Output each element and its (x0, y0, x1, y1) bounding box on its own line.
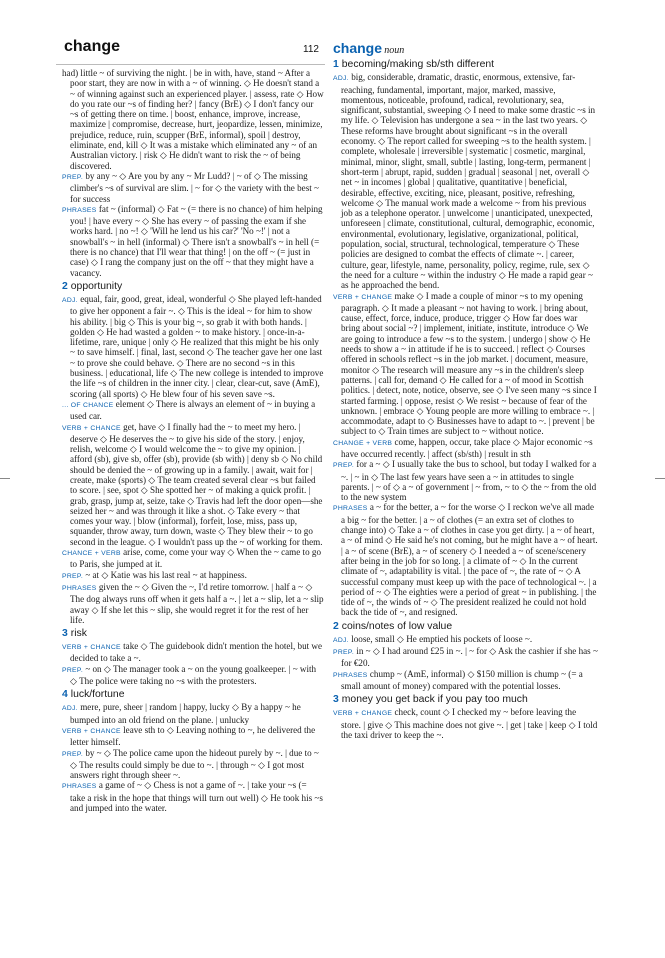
entry-text: a game of ~ ◇ Chess is not a game of ~. | take your ~s (= take a risk in the hope that things will turn out well) ◇ He took his ~s and jumped into the water. (70, 780, 323, 813)
collocation-label: PREP. (62, 572, 84, 580)
collocation-block (62, 171, 324, 204)
sense-number: 3 (62, 628, 68, 640)
entry-text: by ~ ◇ The police came upon the hideout purely by ~. | due to ~ ◇ The results could simply be due to ~. | through ~ ◇ I got most answers right through sheer ~. (70, 747, 319, 781)
collocation-block (62, 748, 324, 781)
collocation-block (62, 725, 324, 748)
entry-text: by any ~ ◇ Are you by any ~ Mr Ludd? | ~ of ◇ The missing climber's ~s of survival are slim. | ~ for ◇ the variety with the best ~ for success (70, 170, 319, 204)
page-number: 112 (303, 44, 319, 55)
sense-heading (62, 627, 324, 640)
sense-heading (333, 693, 598, 706)
collocation-block (62, 399, 324, 422)
entry-text: element ◇ There is always an element of ~ in buying a used car. (70, 398, 316, 422)
collocation-block (333, 634, 598, 646)
right-column-body (333, 58, 598, 740)
entry-text: had) little ~ of surviving the night. | be in with, have, stand ~ After a poor start, they are now in with a ~ of winning. ◇ He doesn't stand a ~ of winning against such an experienced player. | assess, rate ◇ How do you rate our ~s of finding her? | fancy (BrE) ◇ I don't fancy our ~s of getting there on time. | boost, enhance, improve, increase, maximize | compromise, decrease, hurt, jeopardize, lessen, minimize, prejudice, reduce, ruin, scupper (BrE, informal), spoil | destroy, eliminate, end, kill ◇ It was a mistake which eliminated any ~ of an Australian victory. | risk ◇ He didn't want to risk the ~ of being discovered. (62, 68, 324, 171)
collocation-label: VERB + CHANCE (62, 727, 121, 735)
entry-text: come, happen, occur, take place ◇ Major economic ~s have occurred recently. | affect (sb/sth) | result in sth (341, 436, 593, 459)
sense-number: 2 (333, 620, 339, 632)
collocation-label: VERB + CHANCE (62, 424, 121, 432)
collocation-block (62, 582, 324, 625)
collocation-label: VERB + CHANGE (333, 710, 393, 718)
entry-text: loose, small ◇ He emptied his pockets of loose ~. (351, 633, 533, 644)
crop-mark-left (0, 478, 10, 479)
entry-text: in ~ ◇ I had around £25 in ~. | ~ for ◇ Ask the cashier if she has ~ for €20. (341, 646, 598, 669)
entry-text: leave sth to ◇ Leaving nothing to ~, he delivered the letter himself. (70, 724, 316, 748)
collocation-block (333, 502, 598, 617)
collocation-block (62, 702, 324, 725)
entry-text: chump ~ (AmE, informal) ◇ $150 million is chump ~ (= a small amount of money) compared with the potential losses. (341, 668, 583, 691)
collocation-block (333, 459, 598, 502)
sense-number: 1 (333, 59, 339, 71)
entry-text: make ◇ I made a couple of minor ~s to my opening paragraph. ◇ It made a pleasant ~ not having to work. | bring about, cause, effect, force, induce, produce, trigger ◇ How far does war bring about social ~? | implement, initiate, institute, introduce ◇ We are going to introduce a few ~s to the system. | undergo | show ◇ He needs to show a ~ in attitude if he is to succeed. | reflect ◇ Courses offered in schools reflect ~s in the job market. | document, measure, monitor ◇ The research will measure any ~s in the children's sleep patterns. | call for, demand ◇ He called for a ~ of mood in Scottish politics. | detect, note, notice, observe, see ◇ I've seen many ~s since I started farming. | oppose, resist ◇ We resist ~ because of fear of the unknown. | embrace ◇ Young people are more willing to embrace ~. | accommodate, adapt to ◇ Businesses have to adapt to ~. | prevent | be subject to ◇ Train times are subject to ~ without notice. (341, 290, 597, 437)
left-column (62, 68, 324, 813)
running-headword: change (64, 38, 121, 55)
collocation-block (62, 422, 324, 548)
entry-text: get, have ◇ I finally had the ~ to meet my hero. | deserve ◇ He deserves the ~ to give his side of the story. | enjoy, relish, welcome ◇ I would welcome the ~ to give my opinion. | afford (sb), give sb, offer (sb), provide (sb with) | deny sb ◇ No child should be denied the ~ of growing up in a family. | await, wait for | create, make (sports) ◇ The team created several clear ~s but failed to score. | see, spot ◇ She spotted her ~ of making a quick profit. | grab, grasp, jump at, seize, take ◇ Travis had left the door open—she seized her ~ and was through it like a shot. ◇ Take every ~ that comes your way. | blow (informal), forfeit, lose, miss, pass up, squander, throw away, turn down, waste ◇ They blew their ~ to go second in the league. ◇ I wouldn't pass up the ~ of working for them. (70, 421, 323, 547)
entry-text: for a ~ ◇ I usually take the bus to school, but today I walked for a ~. | ~ in ◇ The last few years have seen a ~ in attitudes to single parents. | ~ of ◇ a ~ of government | ~ from, ~ to ◇ the ~ from the old to the new system (341, 459, 597, 503)
entry-text: take ◇ The guidebook didn't mention the hotel, but we decided to take a ~. (70, 641, 323, 664)
collocation-label: PREP. (333, 462, 355, 470)
running-head (56, 32, 325, 65)
entry-text: fat ~ (informal) ◇ Fat ~ (= there is no chance) of him helping you! | have every ~ ◇ She has every ~ of passing the exam if she works hard. | no ~! ◇ 'Will he lend us his car?' 'No ~!' | not a snowball's ~ in hell (informal) ◇ There isn't a snowball's ~ in hell (= there is no chance) that I'll wear that thing! | on the off ~ (= just in case) ◇ I rang the company just on the off ~ that they might have a vacancy. (70, 203, 323, 278)
entry-title: change (333, 40, 383, 56)
collocation-block (333, 669, 598, 692)
collocation-label: ... OF CHANCE (62, 401, 114, 409)
collocation-block (62, 641, 324, 664)
sense-label: risk (70, 628, 87, 640)
collocation-label: ADJ. (333, 75, 349, 83)
sense-label: money you get back if you pay too much (341, 694, 528, 706)
sense-label: opportunity (70, 280, 123, 292)
entry-text: ~ at ◇ Katie was his last real ~ at happiness. (85, 569, 247, 580)
collocation-block (62, 570, 324, 582)
sense-number: 3 (333, 694, 339, 706)
collocation-label: PHRASES (333, 671, 368, 679)
entry-text: a ~ for the better, a ~ for the worse ◇ I reckon we've all made a big ~ for the better. | a ~ of clothes (= an extra set of clothes to change into) ◇ Take a ~ of clothes in case you get dirty. | a ~ of heart, a ~ of mind ◇ He said he's not coming, but he might have a ~ of heart. | a ~ of scene (BrE), a ~ of scenery ◇ I needed a ~ of scene/scenery after being in the job for so long. | a climate of ~ ◇ In the current climate of ~, adaptability is vital. | the pace of ~, the rate of ~ ◇ A successful company must keep up with the pace of technological ~. | a period of ~ ◇ The eighties were a period of great ~ in publishing. | the tide of ~, the winds of ~ ◇ The president realized he could not hold back the tide of ~, and resigned. (341, 502, 598, 618)
collocation-label: PREP. (62, 666, 84, 674)
collocation-block (62, 780, 324, 813)
right-column (333, 40, 598, 740)
sense-label: luck/fortune (70, 689, 125, 701)
entry-text: ~ on ◇ The manager took a ~ on the young goalkeeper. | ~ with ◇ The police were taking no ~s with the protesters. (70, 663, 317, 687)
collocation-label: ADJ. (333, 636, 349, 644)
collocation-label: VERB + CHANGE (333, 293, 393, 301)
entry-text: big, considerable, dramatic, drastic, enormous, extensive, far-reaching, fundamental, important, major, marked, massive, momentous, noticeable, profound, radical, revolutionary, sea, significant, substantial, sweeping ◇ I need to make some drastic ~s in my life. ◇ Television has undergone a sea ~ in the last two years. ◇ These reforms have brought about significant ~s in the overall economy. ◇ The report called for sweeping ~s to the health system. | complete, wholesale | irreversible | systematic | cosmetic, marginal, minimal, minor, slight, small, subtle | lasting, long-term, permanent | short-term | abrupt, rapid, sudden | gradual | seasonal | net, overall ◇ net ~ in incomes | global | qualitative, quantitative | beneficial, desirable, effective, exciting, nice, pleasant, positive, refreshing, welcome ◇ The manual work made a welcome ~ from his previous job as a telephone operator. | unwelcome | unanticipated, unexpected, unforeseen | climate, constitutional, cultural, demographic, economic, environmental, evolutionary, legislative, organizational, political, population, social, structural, technological, temperature ◇ These policies are designed to combat the effects of climate ~. | career, culture, gear, lifestyle, name, personality, policy, regime, rule, sex ◇ the need for a culture ~ within the industry ◇ He made a rapid gear ~ as he approached the bend. (341, 72, 596, 291)
sense-heading (62, 688, 324, 701)
collocation-label: PHRASES (62, 584, 97, 592)
sense-label: coins/notes of low value (341, 620, 453, 632)
collocation-label: VERB + CHANCE (62, 644, 121, 652)
sense-heading (333, 620, 598, 633)
entry-header (333, 40, 598, 56)
collocation-block (333, 707, 598, 740)
sense-heading (333, 58, 598, 71)
entry-text: equal, fair, good, great, ideal, wonderful ◇ She played left-handed to give her opponent a fair ~. ◇ This is the ideal ~ for him to show his ability. | big ◇ This is your big ~, so grab it with both hands. | golden ◇ He had wasted a golden ~ to make history. | once-in-a-lifetime, rare, unique | only ◇ He realized that this might be his only ~ to save himself. | final, last, second ◇ The teacher gave her one last ~ to prove she could behave. ◇ There are no second ~s in this business. | educational, life ◇ The new college is intended to improve the life ~s of children in the inner city. | clear, clear-cut, save (AmE), scoring (all sports) ◇ He blew four of his seven save ~s. (70, 293, 324, 399)
entry-text: arise, come, come your way ◇ When the ~ came to go to Paris, she jumped at it. (70, 547, 321, 570)
entry-text: mere, pure, sheer | random | happy, lucky ◇ By a happy ~ he bumped into an old friend on the plane. | unlucky (70, 702, 301, 725)
collocation-block (62, 547, 324, 570)
collocation-label: ADJ. (62, 296, 78, 304)
collocation-block (333, 291, 598, 437)
collocation-label: PHRASES (62, 206, 97, 214)
sense-number: 4 (62, 689, 68, 701)
collocation-block (333, 72, 598, 290)
crop-mark-right (655, 478, 665, 479)
collocation-label: PHRASES (62, 783, 97, 791)
collocation-label: ADJ. (62, 705, 78, 713)
collocation-label: PREP. (333, 649, 355, 657)
continued-text (62, 68, 324, 171)
collocation-block (333, 646, 598, 669)
collocation-label: CHANGE + VERB (333, 439, 393, 447)
entry-text: check, count ◇ I checked my ~ before leaving the store. | give ◇ This machine does not give ~. | get | take | keep ◇ I told the taxi driver to keep the ~. (341, 707, 598, 740)
collocation-block (333, 437, 598, 460)
collocation-label: PREP. (62, 750, 84, 758)
sense-label: becoming/making sb/sth different (341, 59, 495, 71)
collocation-block (62, 294, 324, 399)
collocation-label: PHRASES (333, 505, 368, 513)
collocation-label: PREP. (62, 173, 84, 181)
collocation-label: CHANCE + VERB (62, 550, 121, 558)
collocation-block (62, 664, 324, 687)
entry-text: given the ~ ◇ Given the ~, I'd retire tomorrow. | half a ~ ◇ The dog always runs off when it gets half a ~. | let a ~ slip, let a ~ slip away ◇ If she let this ~ slip, she would regret it for the rest of her life. (70, 581, 324, 625)
sense-heading (62, 280, 324, 293)
entry-pos: noun (384, 45, 405, 56)
sense-number: 2 (62, 280, 68, 292)
collocation-block (62, 204, 324, 278)
